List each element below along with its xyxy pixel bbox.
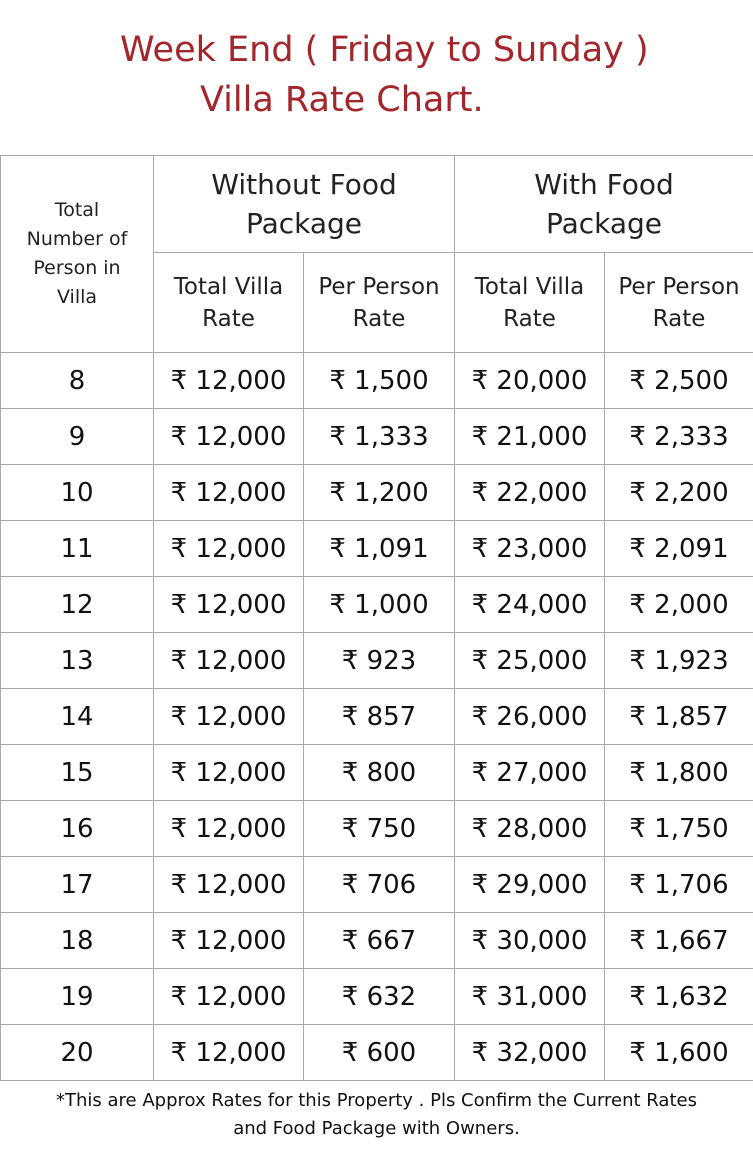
with-food-per-person-cell: ₹ 1,600 bbox=[605, 1025, 753, 1081]
without-food-total-cell: ₹ 12,000 bbox=[154, 1025, 304, 1081]
with-food-total-cell: ₹ 21,000 bbox=[455, 409, 605, 465]
with-food-per-person-cell: ₹ 2,333 bbox=[605, 409, 753, 465]
with-food-total-cell: ₹ 23,000 bbox=[455, 521, 605, 577]
table-row bbox=[1, 409, 753, 465]
without-food-total-cell: ₹ 12,000 bbox=[154, 969, 304, 1025]
without-food-total-cell: ₹ 12,000 bbox=[154, 465, 304, 521]
with-food-per-person-cell: ₹ 1,706 bbox=[605, 857, 753, 913]
table-row bbox=[1, 465, 753, 521]
without-food-total-cell: ₹ 12,000 bbox=[154, 353, 304, 409]
with-food-total-cell: ₹ 22,000 bbox=[455, 465, 605, 521]
with-food-per-person-cell: ₹ 2,091 bbox=[605, 521, 753, 577]
table-row bbox=[1, 801, 753, 857]
subheader-total-label: Total Villa Rate bbox=[474, 273, 585, 332]
persons-cell: 15 bbox=[1, 745, 154, 801]
persons-cell: 17 bbox=[1, 857, 154, 913]
footnote-line-2: and Food Package with Owners. bbox=[233, 1118, 520, 1139]
without-food-per-person-cell: ₹ 1,500 bbox=[304, 353, 455, 409]
with-food-per-person-cell: ₹ 1,923 bbox=[605, 633, 753, 689]
with-food-header-label: With Food Package bbox=[534, 168, 674, 240]
persons-header-label: Total Number of Person in Villa bbox=[26, 199, 128, 308]
table-row bbox=[1, 353, 753, 409]
table-row bbox=[1, 969, 753, 1025]
table-row bbox=[1, 745, 753, 801]
without-food-total-header bbox=[154, 253, 304, 353]
without-food-per-person-cell: ₹ 750 bbox=[304, 801, 455, 857]
title-line-1: Week End ( Friday to Sunday ) bbox=[120, 30, 649, 70]
table-row bbox=[1, 577, 753, 633]
with-food-total-cell: ₹ 32,000 bbox=[455, 1025, 605, 1081]
with-food-total-cell: ₹ 20,000 bbox=[455, 353, 605, 409]
persons-cell: 11 bbox=[1, 521, 154, 577]
table-row bbox=[1, 689, 753, 745]
without-food-per-person-cell: ₹ 800 bbox=[304, 745, 455, 801]
page-title bbox=[0, 0, 753, 155]
with-food-total-cell: ₹ 26,000 bbox=[455, 689, 605, 745]
with-food-total-header bbox=[455, 253, 605, 353]
without-food-total-cell: ₹ 12,000 bbox=[154, 577, 304, 633]
without-food-per-person-header bbox=[304, 253, 455, 353]
without-food-per-person-cell: ₹ 923 bbox=[304, 633, 455, 689]
title-line-2: Villa Rate Chart. bbox=[200, 80, 484, 120]
persons-cell: 16 bbox=[1, 801, 154, 857]
without-food-total-cell: ₹ 12,000 bbox=[154, 745, 304, 801]
without-food-total-cell: ₹ 12,000 bbox=[154, 633, 304, 689]
table-row bbox=[1, 857, 753, 913]
with-food-header bbox=[455, 156, 753, 253]
table-row bbox=[1, 521, 753, 577]
table-row bbox=[1, 633, 753, 689]
with-food-per-person-cell: ₹ 2,000 bbox=[605, 577, 753, 633]
with-food-total-cell: ₹ 28,000 bbox=[455, 801, 605, 857]
without-food-per-person-cell: ₹ 1,000 bbox=[304, 577, 455, 633]
with-food-total-cell: ₹ 27,000 bbox=[455, 745, 605, 801]
subheader-per-person-label: Per Person Rate bbox=[618, 273, 740, 332]
with-food-total-cell: ₹ 25,000 bbox=[455, 633, 605, 689]
subheader-total-label: Total Villa Rate bbox=[173, 273, 284, 332]
without-food-total-cell: ₹ 12,000 bbox=[154, 689, 304, 745]
persons-cell: 10 bbox=[1, 465, 154, 521]
with-food-per-person-cell: ₹ 1,750 bbox=[605, 801, 753, 857]
table-row bbox=[1, 1025, 753, 1081]
without-food-per-person-cell: ₹ 706 bbox=[304, 857, 455, 913]
with-food-per-person-cell: ₹ 2,500 bbox=[605, 353, 753, 409]
persons-cell: 19 bbox=[1, 969, 154, 1025]
without-food-header-label: Without Food Package bbox=[211, 168, 397, 240]
header-row-groups bbox=[1, 156, 753, 253]
with-food-per-person-cell: ₹ 1,857 bbox=[605, 689, 753, 745]
with-food-per-person-cell: ₹ 1,632 bbox=[605, 969, 753, 1025]
footnote bbox=[0, 1081, 753, 1152]
persons-cell: 14 bbox=[1, 689, 154, 745]
without-food-per-person-cell: ₹ 667 bbox=[304, 913, 455, 969]
without-food-per-person-cell: ₹ 1,091 bbox=[304, 521, 455, 577]
without-food-total-cell: ₹ 12,000 bbox=[154, 913, 304, 969]
without-food-per-person-cell: ₹ 1,200 bbox=[304, 465, 455, 521]
with-food-per-person-cell: ₹ 1,667 bbox=[605, 913, 753, 969]
without-food-total-cell: ₹ 12,000 bbox=[154, 409, 304, 465]
persons-cell: 12 bbox=[1, 577, 154, 633]
without-food-total-cell: ₹ 12,000 bbox=[154, 801, 304, 857]
without-food-header bbox=[154, 156, 455, 253]
without-food-per-person-cell: ₹ 857 bbox=[304, 689, 455, 745]
without-food-per-person-cell: ₹ 600 bbox=[304, 1025, 455, 1081]
without-food-total-cell: ₹ 12,000 bbox=[154, 857, 304, 913]
subheader-per-person-label: Per Person Rate bbox=[318, 273, 440, 332]
persons-cell: 8 bbox=[1, 353, 154, 409]
persons-cell: 9 bbox=[1, 409, 154, 465]
with-food-total-cell: ₹ 30,000 bbox=[455, 913, 605, 969]
without-food-per-person-cell: ₹ 632 bbox=[304, 969, 455, 1025]
rate-rows bbox=[1, 353, 753, 1081]
without-food-per-person-cell: ₹ 1,333 bbox=[304, 409, 455, 465]
with-food-total-cell: ₹ 29,000 bbox=[455, 857, 605, 913]
with-food-per-person-cell: ₹ 2,200 bbox=[605, 465, 753, 521]
table-row bbox=[1, 913, 753, 969]
with-food-total-cell: ₹ 31,000 bbox=[455, 969, 605, 1025]
villa-rate-table bbox=[0, 155, 753, 1081]
persons-header bbox=[1, 156, 154, 353]
persons-cell: 20 bbox=[1, 1025, 154, 1081]
without-food-total-cell: ₹ 12,000 bbox=[154, 521, 304, 577]
persons-cell: 18 bbox=[1, 913, 154, 969]
persons-cell: 13 bbox=[1, 633, 154, 689]
with-food-total-cell: ₹ 24,000 bbox=[455, 577, 605, 633]
footnote-line-1: *This are Approx Rates for this Property . Pls Confirm the Current Rates bbox=[56, 1090, 697, 1111]
with-food-per-person-header bbox=[605, 253, 753, 353]
with-food-per-person-cell: ₹ 1,800 bbox=[605, 745, 753, 801]
